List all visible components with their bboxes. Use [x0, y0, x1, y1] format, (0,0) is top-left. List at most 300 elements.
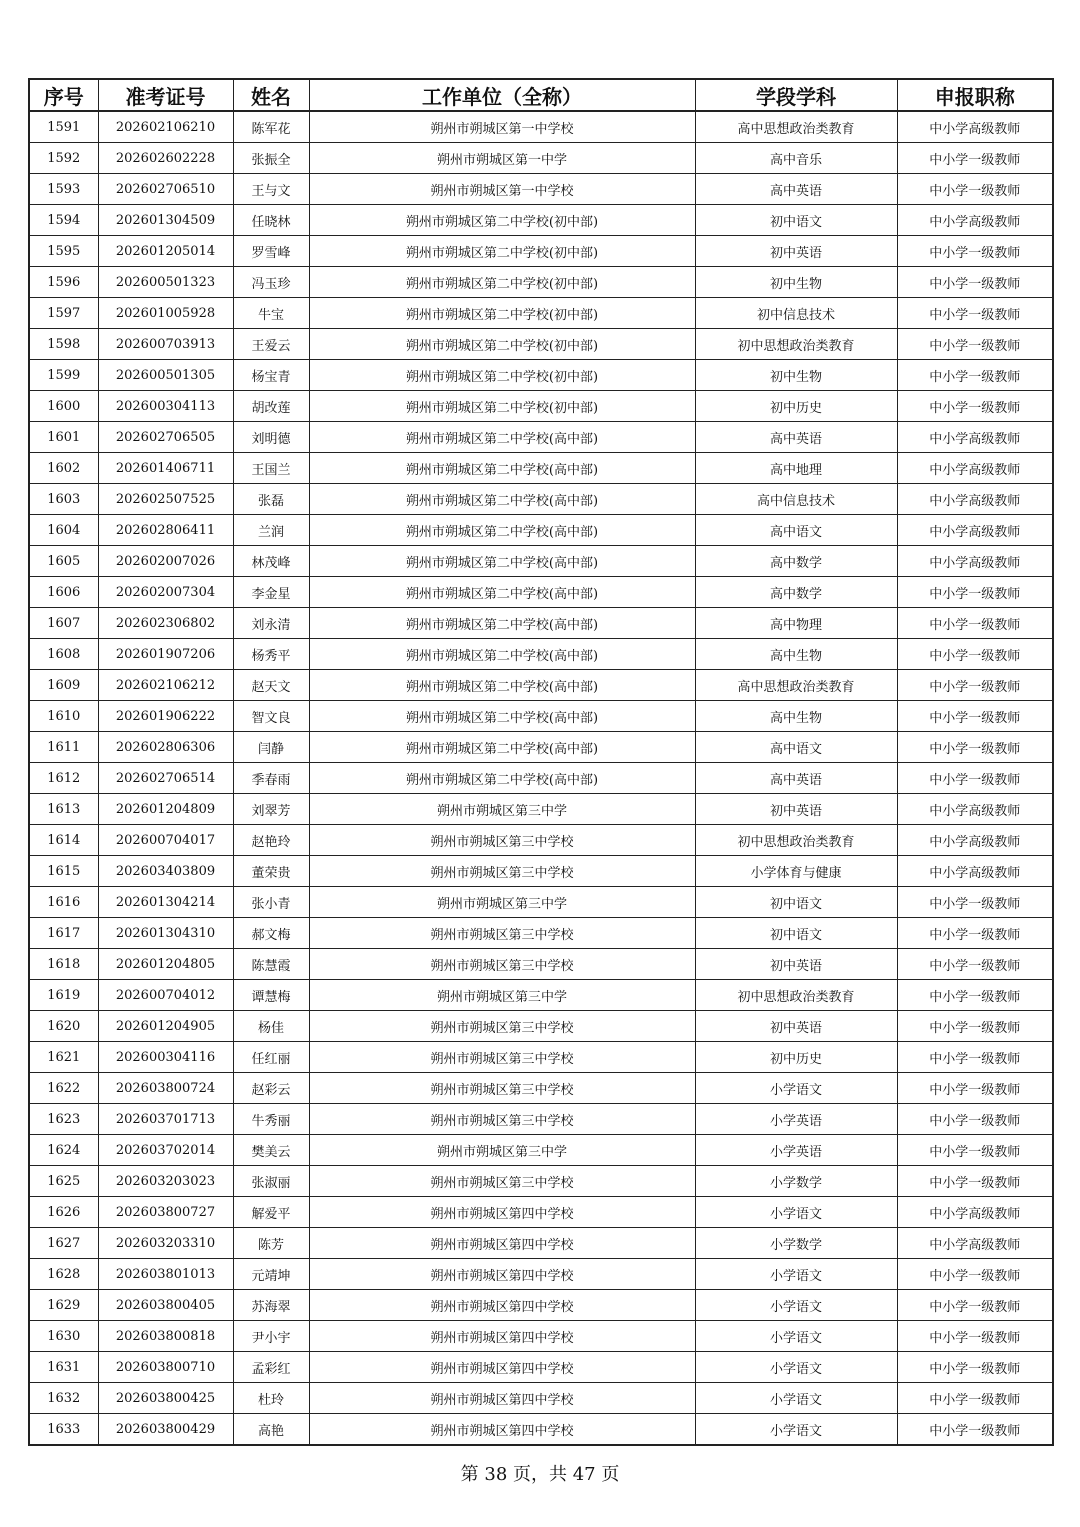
cell-workplace: 朔州市朔城区第四中学校 [309, 1414, 695, 1446]
cell-title: 中小学一级教师 [897, 763, 1053, 794]
cell-name: 樊美云 [233, 1135, 309, 1166]
table-row [29, 515, 1053, 546]
cell-serial: 1611 [29, 732, 98, 763]
cell-serial: 1627 [29, 1228, 98, 1259]
cell-exam-id: 202601406711 [98, 453, 233, 484]
cell-subject: 小学体育与健康 [695, 856, 897, 887]
cell-workplace: 朔州市朔城区第二中学校(初中部) [309, 267, 695, 298]
cell-name: 杨宝青 [233, 360, 309, 391]
cell-subject: 初中生物 [695, 267, 897, 298]
table-header [29, 79, 1053, 111]
cell-subject: 初中英语 [695, 236, 897, 267]
cell-serial: 1631 [29, 1352, 98, 1383]
cell-exam-id: 202600501305 [98, 360, 233, 391]
cell-workplace: 朔州市朔城区第二中学校(高中部) [309, 515, 695, 546]
cell-title: 中小学一级教师 [897, 174, 1053, 205]
table-row [29, 1228, 1053, 1259]
cell-exam-id: 202601204809 [98, 794, 233, 825]
cell-serial: 1597 [29, 298, 98, 329]
cell-name: 王爱云 [233, 329, 309, 360]
cell-workplace: 朔州市朔城区第二中学校(高中部) [309, 577, 695, 608]
cell-title: 中小学一级教师 [897, 1011, 1053, 1042]
table-row [29, 1383, 1053, 1414]
cell-title: 中小学一级教师 [897, 1166, 1053, 1197]
table-row [29, 701, 1053, 732]
table-body [29, 111, 1053, 1445]
cell-name: 赵彩云 [233, 1073, 309, 1104]
cell-exam-id: 202600304116 [98, 1042, 233, 1073]
cell-subject: 初中语文 [695, 205, 897, 236]
cell-workplace: 朔州市朔城区第二中学校(高中部) [309, 546, 695, 577]
table-row [29, 422, 1053, 453]
cell-name: 胡改莲 [233, 391, 309, 422]
cell-workplace: 朔州市朔城区第二中学校(高中部) [309, 484, 695, 515]
header-exam-id: 准考证号 [98, 79, 233, 111]
cell-serial: 1598 [29, 329, 98, 360]
cell-exam-id: 202603800727 [98, 1197, 233, 1228]
cell-title: 中小学一级教师 [897, 701, 1053, 732]
cell-serial: 1599 [29, 360, 98, 391]
roster-table [28, 78, 1054, 1446]
table-row [29, 1073, 1053, 1104]
header-title: 申报职称 [897, 79, 1053, 111]
cell-serial: 1603 [29, 484, 98, 515]
cell-title: 中小学一级教师 [897, 360, 1053, 391]
table-row [29, 360, 1053, 391]
table-row [29, 639, 1053, 670]
table-row [29, 484, 1053, 515]
cell-title: 中小学高级教师 [897, 825, 1053, 856]
cell-workplace: 朔州市朔城区第三中学校 [309, 1073, 695, 1104]
cell-exam-id: 202602306802 [98, 608, 233, 639]
cell-exam-id: 202601304310 [98, 918, 233, 949]
cell-name: 王与文 [233, 174, 309, 205]
cell-exam-id: 202600703913 [98, 329, 233, 360]
cell-title: 中小学一级教师 [897, 267, 1053, 298]
cell-subject: 初中英语 [695, 949, 897, 980]
cell-exam-id: 202601205014 [98, 236, 233, 267]
cell-title: 中小学一级教师 [897, 1135, 1053, 1166]
cell-serial: 1621 [29, 1042, 98, 1073]
cell-workplace: 朔州市朔城区第三中学 [309, 980, 695, 1011]
table-row [29, 391, 1053, 422]
cell-name: 刘明德 [233, 422, 309, 453]
cell-serial: 1591 [29, 111, 98, 143]
table-row [29, 608, 1053, 639]
cell-name: 赵天文 [233, 670, 309, 701]
cell-name: 高艳 [233, 1414, 309, 1446]
cell-title: 中小学高级教师 [897, 422, 1053, 453]
cell-name: 尹小宇 [233, 1321, 309, 1352]
table-row [29, 329, 1053, 360]
table-row [29, 1352, 1053, 1383]
table-row [29, 1290, 1053, 1321]
cell-workplace: 朔州市朔城区第三中学 [309, 1135, 695, 1166]
cell-name: 陈芳 [233, 1228, 309, 1259]
cell-exam-id: 202602706505 [98, 422, 233, 453]
cell-subject: 高中物理 [695, 608, 897, 639]
cell-workplace: 朔州市朔城区第二中学校(高中部) [309, 732, 695, 763]
cell-exam-id: 202602507525 [98, 484, 233, 515]
cell-subject: 小学英语 [695, 1104, 897, 1135]
cell-workplace: 朔州市朔城区第四中学校 [309, 1290, 695, 1321]
cell-workplace: 朔州市朔城区第四中学校 [309, 1383, 695, 1414]
cell-serial: 1602 [29, 453, 98, 484]
cell-subject: 高中英语 [695, 174, 897, 205]
cell-subject: 小学语文 [695, 1321, 897, 1352]
cell-workplace: 朔州市朔城区第二中学校(高中部) [309, 422, 695, 453]
cell-title: 中小学一级教师 [897, 980, 1053, 1011]
table-row [29, 236, 1053, 267]
cell-workplace: 朔州市朔城区第一中学校 [309, 174, 695, 205]
cell-subject: 小学语文 [695, 1259, 897, 1290]
cell-exam-id: 202602806306 [98, 732, 233, 763]
cell-serial: 1622 [29, 1073, 98, 1104]
cell-subject: 高中语文 [695, 515, 897, 546]
cell-exam-id: 202603403809 [98, 856, 233, 887]
cell-exam-id: 202603801013 [98, 1259, 233, 1290]
cell-title: 中小学一级教师 [897, 732, 1053, 763]
cell-serial: 1595 [29, 236, 98, 267]
cell-name: 冯玉珍 [233, 267, 309, 298]
cell-subject: 小学语文 [695, 1414, 897, 1446]
page-number: 第 38 页，共 47 页 [460, 1464, 620, 1485]
table-row [29, 949, 1053, 980]
cell-title: 中小学一级教师 [897, 639, 1053, 670]
cell-name: 刘永清 [233, 608, 309, 639]
cell-subject: 初中思想政治类教育 [695, 329, 897, 360]
cell-name: 张振全 [233, 143, 309, 174]
cell-name: 牛宝 [233, 298, 309, 329]
cell-serial: 1593 [29, 174, 98, 205]
table-row [29, 111, 1053, 143]
cell-title: 中小学高级教师 [897, 794, 1053, 825]
cell-title: 中小学一级教师 [897, 1414, 1053, 1446]
cell-exam-id: 202602106210 [98, 111, 233, 143]
cell-name: 李金星 [233, 577, 309, 608]
cell-subject: 高中生物 [695, 701, 897, 732]
cell-workplace: 朔州市朔城区第三中学 [309, 794, 695, 825]
cell-subject: 高中音乐 [695, 143, 897, 174]
table-row [29, 143, 1053, 174]
cell-title: 中小学一级教师 [897, 577, 1053, 608]
table-row [29, 1011, 1053, 1042]
cell-subject: 小学英语 [695, 1135, 897, 1166]
cell-serial: 1596 [29, 267, 98, 298]
cell-subject: 初中英语 [695, 794, 897, 825]
cell-name: 任晓林 [233, 205, 309, 236]
cell-subject: 初中生物 [695, 360, 897, 391]
cell-serial: 1610 [29, 701, 98, 732]
cell-serial: 1605 [29, 546, 98, 577]
cell-serial: 1616 [29, 887, 98, 918]
cell-exam-id: 202603203023 [98, 1166, 233, 1197]
cell-exam-id: 202601304509 [98, 205, 233, 236]
cell-workplace: 朔州市朔城区第三中学校 [309, 1011, 695, 1042]
cell-workplace: 朔州市朔城区第二中学校(初中部) [309, 360, 695, 391]
cell-exam-id: 202602106212 [98, 670, 233, 701]
cell-exam-id: 202603800818 [98, 1321, 233, 1352]
cell-subject: 小学数学 [695, 1228, 897, 1259]
cell-serial: 1614 [29, 825, 98, 856]
cell-exam-id: 202603800429 [98, 1414, 233, 1446]
table-row [29, 1042, 1053, 1073]
cell-name: 解爱平 [233, 1197, 309, 1228]
cell-serial: 1632 [29, 1383, 98, 1414]
cell-name: 董荣贵 [233, 856, 309, 887]
cell-name: 张淑丽 [233, 1166, 309, 1197]
cell-subject: 初中语文 [695, 918, 897, 949]
cell-title: 中小学高级教师 [897, 453, 1053, 484]
cell-title: 中小学一级教师 [897, 1321, 1053, 1352]
cell-subject: 初中历史 [695, 391, 897, 422]
table-row [29, 1135, 1053, 1166]
cell-serial: 1629 [29, 1290, 98, 1321]
cell-workplace: 朔州市朔城区第二中学校(高中部) [309, 670, 695, 701]
cell-serial: 1630 [29, 1321, 98, 1352]
cell-exam-id: 202601204905 [98, 1011, 233, 1042]
cell-title: 中小学一级教师 [897, 391, 1053, 422]
cell-name: 兰润 [233, 515, 309, 546]
cell-title: 中小学一级教师 [897, 949, 1053, 980]
cell-exam-id: 202603701713 [98, 1104, 233, 1135]
table-row [29, 732, 1053, 763]
cell-subject: 高中思想政治类教育 [695, 111, 897, 143]
cell-workplace: 朔州市朔城区第二中学校(高中部) [309, 608, 695, 639]
table-row [29, 546, 1053, 577]
table-row [29, 856, 1053, 887]
cell-title: 中小学一级教师 [897, 1259, 1053, 1290]
cell-exam-id: 202600704017 [98, 825, 233, 856]
header-workplace: 工作单位（全称） [309, 79, 695, 111]
cell-title: 中小学一级教师 [897, 329, 1053, 360]
cell-name: 罗雪峰 [233, 236, 309, 267]
cell-exam-id: 202603203310 [98, 1228, 233, 1259]
table-row [29, 763, 1053, 794]
cell-serial: 1633 [29, 1414, 98, 1446]
cell-serial: 1623 [29, 1104, 98, 1135]
cell-title: 中小学一级教师 [897, 887, 1053, 918]
cell-name: 谭慧梅 [233, 980, 309, 1011]
cell-serial: 1612 [29, 763, 98, 794]
cell-subject: 初中思想政治类教育 [695, 825, 897, 856]
cell-workplace: 朔州市朔城区第四中学校 [309, 1321, 695, 1352]
cell-name: 季春雨 [233, 763, 309, 794]
table-row [29, 1414, 1053, 1446]
table-row [29, 205, 1053, 236]
table-row [29, 267, 1053, 298]
cell-subject: 高中数学 [695, 546, 897, 577]
cell-subject: 小学语文 [695, 1290, 897, 1321]
cell-name: 任红丽 [233, 1042, 309, 1073]
cell-workplace: 朔州市朔城区第二中学校(初中部) [309, 391, 695, 422]
cell-workplace: 朔州市朔城区第三中学校 [309, 856, 695, 887]
cell-exam-id: 202603702014 [98, 1135, 233, 1166]
cell-title: 中小学高级教师 [897, 515, 1053, 546]
cell-serial: 1608 [29, 639, 98, 670]
cell-title: 中小学一级教师 [897, 236, 1053, 267]
cell-subject: 初中思想政治类教育 [695, 980, 897, 1011]
cell-name: 苏海翠 [233, 1290, 309, 1321]
cell-title: 中小学一级教师 [897, 670, 1053, 701]
cell-name: 闫静 [233, 732, 309, 763]
cell-title: 中小学高级教师 [897, 856, 1053, 887]
cell-subject: 小学语文 [695, 1352, 897, 1383]
table-row [29, 174, 1053, 205]
cell-subject: 高中数学 [695, 577, 897, 608]
table-row [29, 980, 1053, 1011]
cell-title: 中小学一级教师 [897, 918, 1053, 949]
cell-exam-id: 202603800724 [98, 1073, 233, 1104]
cell-serial: 1624 [29, 1135, 98, 1166]
cell-subject: 高中英语 [695, 422, 897, 453]
cell-title: 中小学一级教师 [897, 1073, 1053, 1104]
cell-subject: 高中英语 [695, 763, 897, 794]
cell-exam-id: 202601906222 [98, 701, 233, 732]
cell-exam-id: 202600501323 [98, 267, 233, 298]
header-row [29, 79, 1053, 111]
cell-workplace: 朔州市朔城区第三中学校 [309, 1166, 695, 1197]
cell-exam-id: 202602706514 [98, 763, 233, 794]
header-subject: 学段学科 [695, 79, 897, 111]
cell-subject: 高中思想政治类教育 [695, 670, 897, 701]
cell-exam-id: 202602706510 [98, 174, 233, 205]
cell-subject: 初中英语 [695, 1011, 897, 1042]
cell-serial: 1618 [29, 949, 98, 980]
cell-name: 元靖坤 [233, 1259, 309, 1290]
cell-name: 郝文梅 [233, 918, 309, 949]
cell-serial: 1620 [29, 1011, 98, 1042]
cell-workplace: 朔州市朔城区第三中学校 [309, 949, 695, 980]
cell-name: 刘翠芳 [233, 794, 309, 825]
table-row [29, 670, 1053, 701]
header-serial: 序号 [29, 79, 98, 111]
cell-title: 中小学高级教师 [897, 111, 1053, 143]
cell-title: 中小学一级教师 [897, 608, 1053, 639]
cell-workplace: 朔州市朔城区第二中学校(高中部) [309, 763, 695, 794]
table-row [29, 1166, 1053, 1197]
cell-serial: 1628 [29, 1259, 98, 1290]
cell-exam-id: 202602806411 [98, 515, 233, 546]
cell-workplace: 朔州市朔城区第三中学 [309, 887, 695, 918]
cell-workplace: 朔州市朔城区第三中学校 [309, 918, 695, 949]
table-row [29, 577, 1053, 608]
cell-name: 陈慧霞 [233, 949, 309, 980]
cell-title: 中小学一级教师 [897, 1042, 1053, 1073]
cell-serial: 1613 [29, 794, 98, 825]
cell-title: 中小学一级教师 [897, 298, 1053, 329]
cell-exam-id: 202600704012 [98, 980, 233, 1011]
cell-workplace: 朔州市朔城区第一中学校 [309, 111, 695, 143]
table-row [29, 887, 1053, 918]
cell-serial: 1615 [29, 856, 98, 887]
cell-workplace: 朔州市朔城区第二中学校(高中部) [309, 453, 695, 484]
cell-serial: 1594 [29, 205, 98, 236]
cell-name: 林茂峰 [233, 546, 309, 577]
cell-exam-id: 202600304113 [98, 391, 233, 422]
cell-workplace: 朔州市朔城区第二中学校(高中部) [309, 701, 695, 732]
cell-exam-id: 202602602228 [98, 143, 233, 174]
table-row [29, 825, 1053, 856]
cell-subject: 高中信息技术 [695, 484, 897, 515]
table-row [29, 918, 1053, 949]
cell-subject: 高中生物 [695, 639, 897, 670]
cell-name: 智文良 [233, 701, 309, 732]
cell-workplace: 朔州市朔城区第四中学校 [309, 1228, 695, 1259]
cell-workplace: 朔州市朔城区第四中学校 [309, 1259, 695, 1290]
cell-workplace: 朔州市朔城区第二中学校(初中部) [309, 329, 695, 360]
cell-exam-id: 202603800405 [98, 1290, 233, 1321]
cell-subject: 小学语文 [695, 1383, 897, 1414]
cell-workplace: 朔州市朔城区第二中学校(初中部) [309, 236, 695, 267]
cell-workplace: 朔州市朔城区第四中学校 [309, 1352, 695, 1383]
cell-workplace: 朔州市朔城区第二中学校(高中部) [309, 639, 695, 670]
cell-exam-id: 202601907206 [98, 639, 233, 670]
cell-title: 中小学一级教师 [897, 1104, 1053, 1135]
cell-serial: 1607 [29, 608, 98, 639]
cell-workplace: 朔州市朔城区第三中学校 [309, 1042, 695, 1073]
cell-workplace: 朔州市朔城区第三中学校 [309, 825, 695, 856]
table-row [29, 1321, 1053, 1352]
cell-serial: 1609 [29, 670, 98, 701]
cell-title: 中小学高级教师 [897, 205, 1053, 236]
cell-subject: 高中地理 [695, 453, 897, 484]
cell-serial: 1601 [29, 422, 98, 453]
table-row [29, 794, 1053, 825]
table-row [29, 1259, 1053, 1290]
cell-name: 杨秀平 [233, 639, 309, 670]
cell-name: 王国兰 [233, 453, 309, 484]
cell-name: 张小青 [233, 887, 309, 918]
cell-serial: 1626 [29, 1197, 98, 1228]
cell-workplace: 朔州市朔城区第三中学校 [309, 1104, 695, 1135]
cell-name: 张磊 [233, 484, 309, 515]
cell-title: 中小学一级教师 [897, 143, 1053, 174]
cell-workplace: 朔州市朔城区第四中学校 [309, 1197, 695, 1228]
cell-title: 中小学高级教师 [897, 484, 1053, 515]
cell-name: 牛秀丽 [233, 1104, 309, 1135]
cell-workplace: 朔州市朔城区第一中学 [309, 143, 695, 174]
cell-subject: 小学语文 [695, 1073, 897, 1104]
cell-serial: 1600 [29, 391, 98, 422]
cell-name: 赵艳玲 [233, 825, 309, 856]
cell-exam-id: 202601304214 [98, 887, 233, 918]
cell-serial: 1592 [29, 143, 98, 174]
cell-subject: 初中历史 [695, 1042, 897, 1073]
cell-subject: 初中信息技术 [695, 298, 897, 329]
cell-title: 中小学高级教师 [897, 1228, 1053, 1259]
cell-name: 孟彩红 [233, 1352, 309, 1383]
cell-workplace: 朔州市朔城区第二中学校(初中部) [309, 205, 695, 236]
table-row [29, 1197, 1053, 1228]
cell-title: 中小学一级教师 [897, 1290, 1053, 1321]
cell-exam-id: 202601005928 [98, 298, 233, 329]
cell-subject: 高中语文 [695, 732, 897, 763]
cell-subject: 小学语文 [695, 1197, 897, 1228]
table-row [29, 298, 1053, 329]
cell-title: 中小学高级教师 [897, 1197, 1053, 1228]
table-row [29, 453, 1053, 484]
cell-exam-id: 202601204805 [98, 949, 233, 980]
cell-title: 中小学一级教师 [897, 1352, 1053, 1383]
cell-subject: 初中语文 [695, 887, 897, 918]
cell-exam-id: 202603800710 [98, 1352, 233, 1383]
cell-exam-id: 202602007304 [98, 577, 233, 608]
cell-name: 杨佳 [233, 1011, 309, 1042]
cell-subject: 小学数学 [695, 1166, 897, 1197]
table-row [29, 1104, 1053, 1135]
cell-title: 中小学高级教师 [897, 546, 1053, 577]
